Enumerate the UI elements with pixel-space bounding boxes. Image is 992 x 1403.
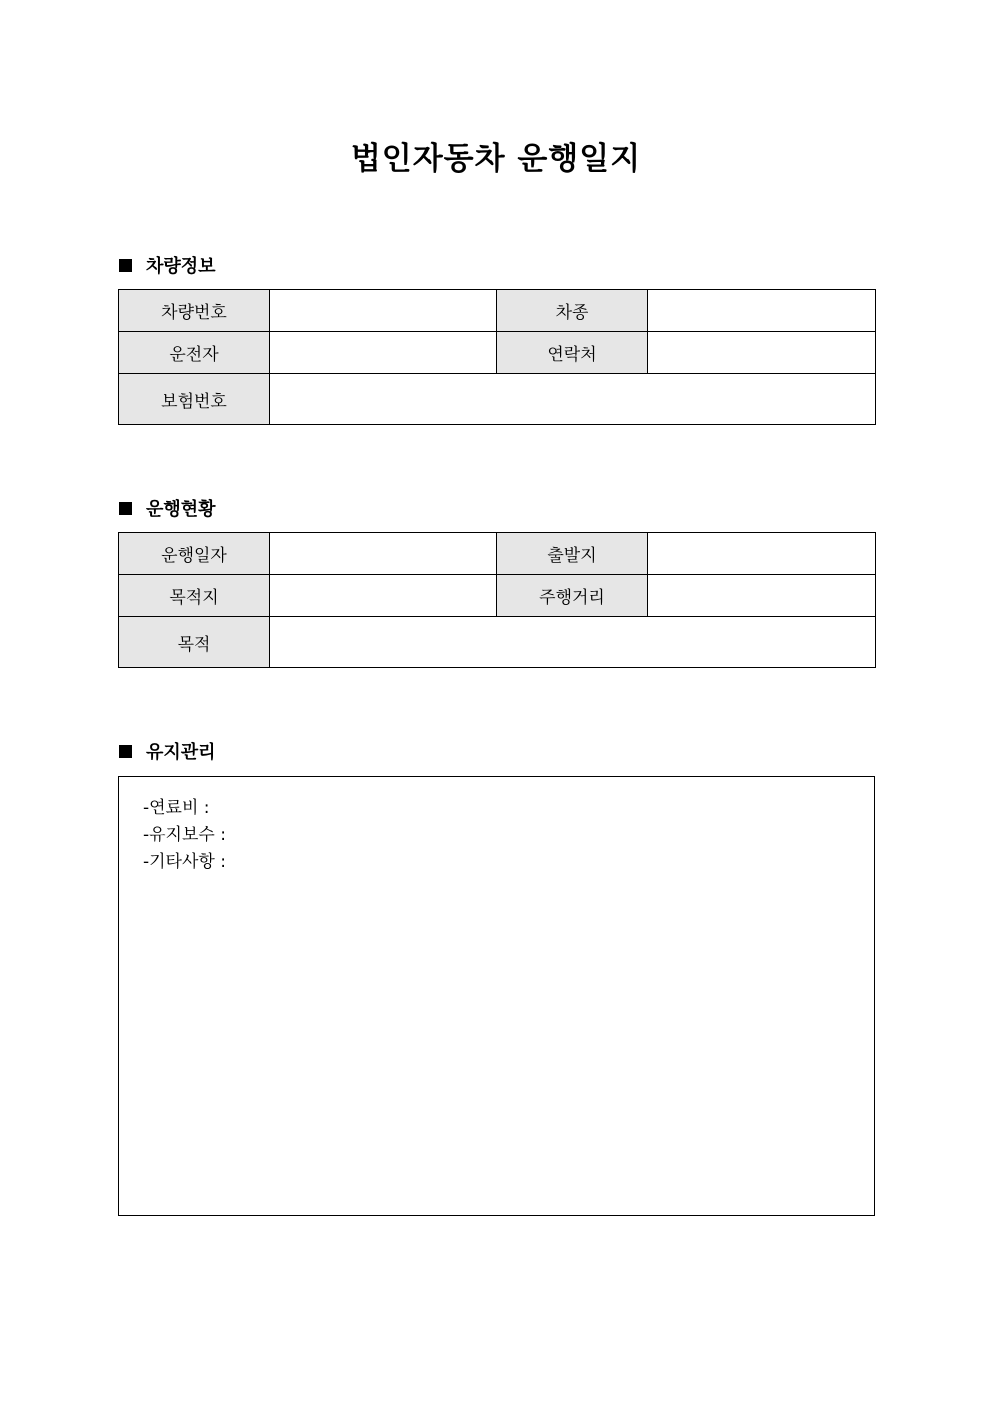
field-insurance-number[interactable] — [270, 374, 876, 425]
section-heading-operation-status — [119, 495, 216, 521]
field-contact[interactable] — [648, 332, 876, 374]
section-heading-label: 유지관리 — [146, 742, 216, 763]
maintenance-notes — [143, 795, 226, 876]
field-operation-date[interactable] — [270, 533, 497, 575]
maintenance-line-other: -기타사항 : — [143, 852, 226, 872]
field-destination[interactable] — [270, 575, 497, 617]
section-heading-label: 차량정보 — [146, 256, 216, 277]
field-car-type[interactable] — [648, 290, 876, 332]
section-heading-label: 운행현황 — [146, 499, 216, 520]
section-heading-maintenance — [119, 738, 216, 764]
square-bullet-icon — [119, 745, 132, 758]
square-bullet-icon — [119, 259, 132, 272]
field-departure[interactable] — [648, 533, 876, 575]
label-insurance-number: 보험번호 — [119, 374, 270, 425]
field-distance[interactable] — [648, 575, 876, 617]
field-driver[interactable] — [270, 332, 497, 374]
label-plate-number: 차량번호 — [119, 290, 270, 332]
field-plate-number[interactable] — [270, 290, 497, 332]
operation-status-table — [118, 532, 876, 668]
label-destination: 목적지 — [119, 575, 270, 617]
label-operation-date: 운행일자 — [119, 533, 270, 575]
section-heading-vehicle-info — [119, 252, 216, 278]
vehicle-info-table — [118, 289, 876, 425]
page-title: 법인자동차 운행일지 — [350, 141, 642, 177]
label-car-type: 차종 — [497, 290, 648, 332]
label-distance: 주행거리 — [497, 575, 648, 617]
maintenance-line-repair: -유지보수 : — [143, 825, 226, 845]
square-bullet-icon — [119, 502, 132, 515]
label-departure: 출발지 — [497, 533, 648, 575]
label-contact: 연락처 — [497, 332, 648, 374]
maintenance-line-fuel: -연료비 : — [143, 798, 210, 818]
maintenance-notes-box[interactable] — [118, 776, 875, 1216]
label-purpose: 목적 — [119, 617, 270, 668]
field-purpose[interactable] — [270, 617, 876, 668]
label-driver: 운전자 — [119, 332, 270, 374]
